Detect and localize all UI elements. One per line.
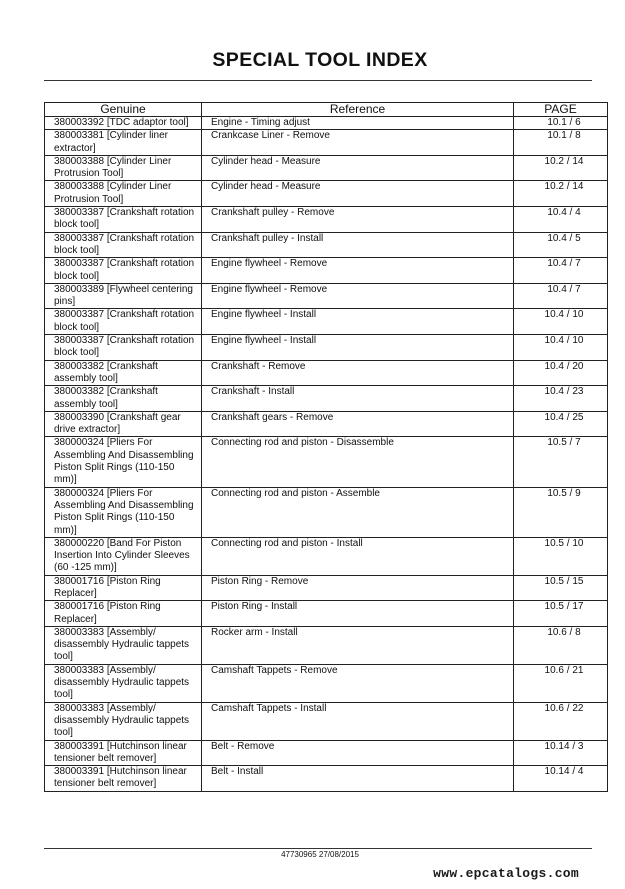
reference-cell: Belt - Remove (202, 740, 514, 766)
table-row (45, 181, 608, 207)
reference-cell: Crankcase Liner - Remove (202, 130, 514, 156)
reference-cell: Crankshaft - Install (202, 386, 514, 412)
document-code: 47730965 27/08/2015 (281, 850, 359, 859)
table-row (45, 309, 608, 335)
table-row (45, 335, 608, 361)
genuine-cell: 380003392 [TDC adaptor tool] (45, 117, 202, 130)
genuine-cell: 380000324 [Pliers For Assembling And Disassembling Piston Split Rings (110-150 mm)] (45, 487, 202, 537)
page-cell: 10.4 / 4 (514, 207, 608, 233)
genuine-cell: 380003388 [Cylinder Liner Protrusion Tool] (45, 181, 202, 207)
page-title: SPECIAL TOOL INDEX (212, 49, 428, 71)
table-row (45, 411, 608, 437)
genuine-cell: 380003388 [Cylinder Liner Protrusion Tool] (45, 155, 202, 181)
table-row (45, 283, 608, 309)
reference-cell: Cylinder head - Measure (202, 155, 514, 181)
page-cell: 10.4 / 5 (514, 232, 608, 258)
table-row (45, 626, 608, 664)
column-header-page: PAGE (514, 103, 608, 117)
page-cell: 10.5 / 7 (514, 437, 608, 487)
genuine-cell: 380003387 [Crankshaft rotation block tool] (45, 335, 202, 361)
page-cell: 10.5 / 9 (514, 487, 608, 537)
reference-cell: Connecting rod and piston - Assemble (202, 487, 514, 537)
reference-cell: Engine flywheel - Remove (202, 258, 514, 284)
genuine-cell: 380003387 [Crankshaft rotation block tool] (45, 207, 202, 233)
reference-cell: Crankshaft - Remove (202, 360, 514, 386)
genuine-cell: 380003391 [Hutchinson linear tensioner belt remover] (45, 740, 202, 766)
genuine-cell: 380001716 [Piston Ring Replacer] (45, 575, 202, 601)
table-row (45, 386, 608, 412)
genuine-cell: 380003387 [Crankshaft rotation block tool] (45, 258, 202, 284)
table-row (45, 360, 608, 386)
table-row (45, 702, 608, 740)
table-row (45, 117, 608, 130)
reference-cell: Crankshaft pulley - Remove (202, 207, 514, 233)
page-cell: 10.6 / 22 (514, 702, 608, 740)
genuine-cell: 380003383 [Assembly/ disassembly Hydraulic tappets tool] (45, 626, 202, 664)
table-row (45, 487, 608, 537)
special-tool-table (44, 102, 608, 792)
genuine-cell: 380000324 [Pliers For Assembling And Disassembling Piston Split Rings (110-150 mm)] (45, 437, 202, 487)
reference-cell: Engine flywheel - Remove (202, 283, 514, 309)
page-cell: 10.1 / 6 (514, 117, 608, 130)
table-row (45, 575, 608, 601)
genuine-cell: 380003387 [Crankshaft rotation block tool] (45, 232, 202, 258)
page-cell: 10.4 / 23 (514, 386, 608, 412)
reference-cell: Engine flywheel - Install (202, 335, 514, 361)
reference-cell: Engine flywheel - Install (202, 309, 514, 335)
genuine-cell: 380003387 [Crankshaft rotation block tool] (45, 309, 202, 335)
page-cell: 10.14 / 4 (514, 766, 608, 792)
reference-cell: Camshaft Tappets - Remove (202, 664, 514, 702)
genuine-cell: 380003381 [Cylinder liner extractor] (45, 130, 202, 156)
genuine-cell: 380003389 [Flywheel centering pins] (45, 283, 202, 309)
reference-cell: Engine - Timing adjust (202, 117, 514, 130)
table-row (45, 740, 608, 766)
page-cell: 10.14 / 3 (514, 740, 608, 766)
reference-cell: Crankshaft gears - Remove (202, 411, 514, 437)
genuine-cell: 380003391 [Hutchinson linear tensioner belt remover] (45, 766, 202, 792)
reference-cell: Crankshaft pulley - Install (202, 232, 514, 258)
page-cell: 10.1 / 8 (514, 130, 608, 156)
table-row (45, 155, 608, 181)
page-cell: 10.2 / 14 (514, 155, 608, 181)
reference-cell: Belt - Install (202, 766, 514, 792)
page-cell: 10.4 / 20 (514, 360, 608, 386)
page-cell: 10.5 / 10 (514, 537, 608, 575)
title-divider (44, 80, 592, 81)
watermark-link[interactable]: www.epcatalogs.com (433, 866, 579, 881)
page-cell: 10.4 / 10 (514, 309, 608, 335)
table-row (45, 207, 608, 233)
genuine-cell: 380000220 [Band For Piston Insertion Into Cylinder Sleeves (60 -125 mm)] (45, 537, 202, 575)
reference-cell: Connecting rod and piston - Disassemble (202, 437, 514, 487)
table-header-row (45, 103, 608, 117)
table-body (45, 117, 608, 792)
page-cell: 10.4 / 7 (514, 283, 608, 309)
table-row (45, 766, 608, 792)
genuine-cell: 380003382 [Crankshaft assembly tool] (45, 386, 202, 412)
reference-cell: Connecting rod and piston - Install (202, 537, 514, 575)
page-cell: 10.4 / 10 (514, 335, 608, 361)
table-row (45, 601, 608, 627)
column-header-genuine: Genuine (45, 103, 202, 117)
genuine-cell: 380003390 [Crankshaft gear drive extractor] (45, 411, 202, 437)
page-cell: 10.4 / 7 (514, 258, 608, 284)
genuine-cell: 380003383 [Assembly/ disassembly Hydraulic tappets tool] (45, 664, 202, 702)
footer-divider (44, 848, 592, 849)
page-cell: 10.6 / 21 (514, 664, 608, 702)
genuine-cell: 380003383 [Assembly/ disassembly Hydraulic tappets tool] (45, 702, 202, 740)
column-header-reference: Reference (202, 103, 514, 117)
page-cell: 10.5 / 15 (514, 575, 608, 601)
table-row (45, 537, 608, 575)
table-row (45, 437, 608, 487)
page-cell: 10.4 / 25 (514, 411, 608, 437)
table-row (45, 258, 608, 284)
page-cell: 10.6 / 8 (514, 626, 608, 664)
table-row (45, 664, 608, 702)
reference-cell: Piston Ring - Install (202, 601, 514, 627)
table-row (45, 232, 608, 258)
table-row (45, 130, 608, 156)
page-cell: 10.2 / 14 (514, 181, 608, 207)
genuine-cell: 380001716 [Piston Ring Replacer] (45, 601, 202, 627)
reference-cell: Rocker arm - Install (202, 626, 514, 664)
reference-cell: Cylinder head - Measure (202, 181, 514, 207)
reference-cell: Camshaft Tappets - Install (202, 702, 514, 740)
genuine-cell: 380003382 [Crankshaft assembly tool] (45, 360, 202, 386)
reference-cell: Piston Ring - Remove (202, 575, 514, 601)
page-cell: 10.5 / 17 (514, 601, 608, 627)
